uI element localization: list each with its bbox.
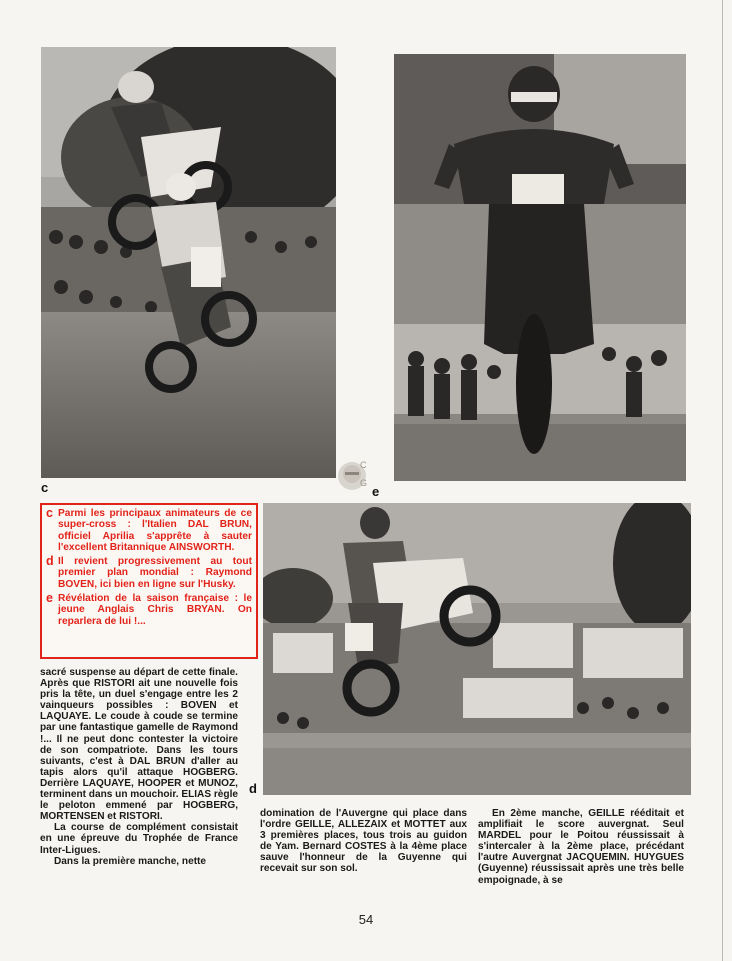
caption-e [46,593,252,627]
caption-c-text: Parmi les principaux animateurs de ce super-cross : l'Italien DAL BRUN, officiel Aprilia s'apprête à sauter l'excellent Britannique AINSWORTH. [58,508,252,553]
caption-e-text: Révélation de la saison française : le jeune Anglais Chris BRYAN. On reparlera de lui !... [58,593,252,627]
text-column-left [40,667,238,867]
caption-d-text: Il revient progressivement au tout premier plan mondial : Raymond BOVEN, ici bien en ligne sur l'Husky. [58,556,252,590]
paragraph: En 2ème manche, GEILLE rééditait et amplifiait le score auvergnat. Seul MARDEL pour le Poitou réussissait à s'intercaler à la 2ème place, précédant l'autre Auvergnat JACQUEMIN. HUYGUES (Guyenne) réussissait après une très belle empoignade, à se [478,808,684,886]
photo-e [394,54,686,481]
paragraph: Dans la première manche, nette [54,855,207,867]
photo-d [263,503,691,795]
paragraph: sacré suspense au départ de cette finale. Après que RISTORI ait une nouvelle fois pris la tête, un duel s'engage entre les 2 vainqueurs possibles : BOVEN et LAQUAYE. Le coude à coude se termine par une fantastique gamelle de Raymond !... Il ne peut donc contester la victoire de son compatriote. Dans les tours suivants, c'est à DAL BRUN d'aller au tapis alors qu'il attaque HOGBERG. Derrière LAQUAYE, HOOPER et MUNOZ, terminent dans un mouchoir. ELIAS règle le peloton emmené par HOGBERG, MORTENSEN et RISTORI. [40,667,238,823]
text-column-middle [260,808,467,875]
caption-box [40,503,258,659]
photo-c [41,47,336,478]
caption-d [46,556,252,590]
page-number: 54 [358,912,374,927]
caption-d-letter: d [46,554,54,569]
caption-c-letter: c [46,506,53,520]
paragraph: domination de l'Auvergne qui place dans l'ordre GEILLE, ALLEZAIX et MOTTET aux 3 premières places, tous trois au guidon de Yam. Bernard COSTES à la 4ème place sauve l'honneur de la Guyenne qui recevait sur son sol. [260,808,467,875]
photo-d-label: d [249,781,257,796]
caption-e-letter: e [46,591,53,606]
svg-text:C: C [360,460,367,470]
caption-c [46,508,252,553]
photo-e-label: e [372,484,380,499]
page-edge [722,0,723,961]
photo-c-label: c [41,480,49,495]
text-column-right [478,808,684,886]
paragraph: La course de complément consistait en une épreuve du Trophée de France Inter-Ligues. [40,822,238,856]
svg-text:G: G [360,478,368,488]
watermark-logo [336,456,370,500]
